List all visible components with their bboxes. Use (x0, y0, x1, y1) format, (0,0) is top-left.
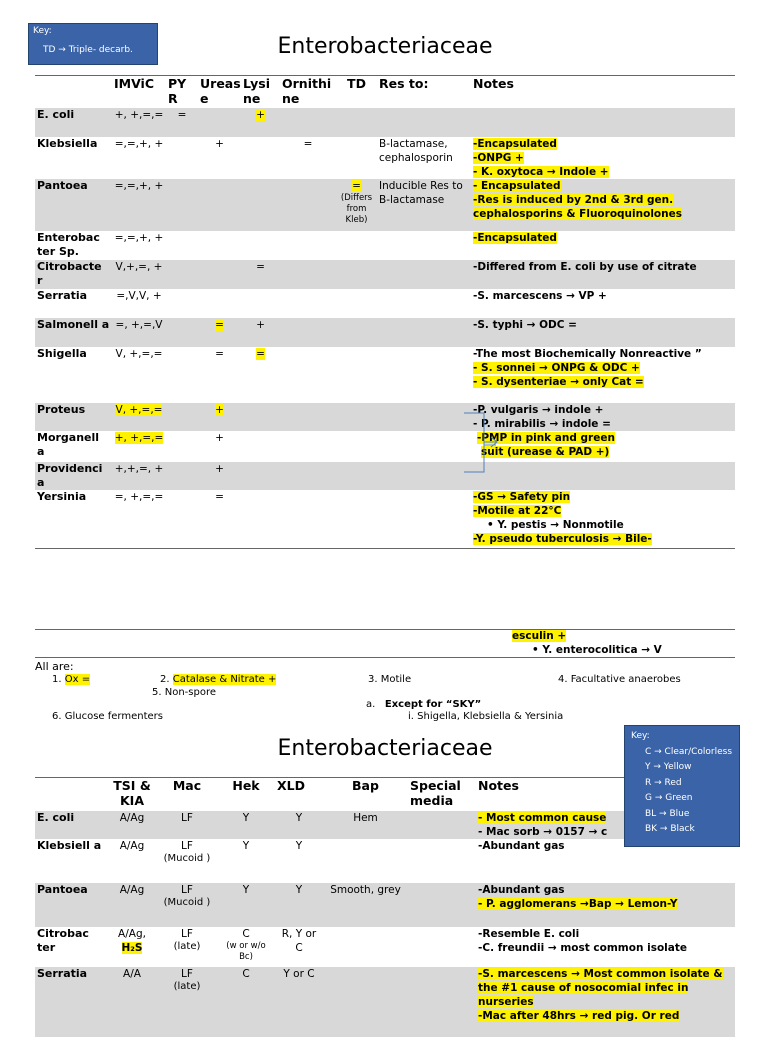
organism-name: Klebsiella (37, 137, 98, 150)
imvic-cell: V, +,=,= (115, 348, 163, 360)
header-pyr: PY R (168, 76, 187, 106)
note-line: -Abundant gas (478, 884, 565, 896)
note-line: -GS → Safety pin (473, 491, 571, 503)
res-cell: B-lactamase, cephalosporin (379, 138, 453, 164)
header-bap: Bap (352, 778, 379, 793)
key-line: BK → Black (645, 824, 695, 834)
urease-value: = (215, 319, 224, 331)
item-text: Catalase & Nitrate + (172, 674, 277, 685)
notes-cell (471, 490, 735, 550)
table-row (35, 137, 735, 179)
header-imvic: IMViC (114, 76, 155, 91)
item-number: a. (366, 699, 376, 710)
table-row (35, 403, 735, 431)
item-text: Except for “SKY” (384, 699, 482, 710)
ornithine-cell (280, 179, 336, 231)
urease-cell: = (215, 348, 224, 360)
note-line: suit (urease & PAD +) (481, 446, 610, 458)
mac-subtext: (Mucoid ) (163, 897, 211, 908)
tsi-cell (107, 927, 157, 967)
header-hek: Hek (232, 778, 260, 793)
header-blank (35, 76, 112, 108)
urease-value: + (215, 404, 224, 416)
mac-cell (157, 839, 217, 883)
note-line: -Encapsulated (473, 138, 557, 150)
hek-cell: C (217, 967, 275, 1037)
notes-cell (476, 883, 735, 927)
notes-cell (476, 967, 735, 1037)
urease-cell: + (198, 462, 241, 490)
notes-cell (471, 431, 735, 462)
note-line: -The most Biochemically Nonreactive ” (473, 348, 702, 360)
urease-cell: + (215, 432, 224, 444)
table-row (35, 462, 735, 490)
note-line: -Y. pseudo tuberculosis → Bile- (473, 533, 652, 545)
note-line: -Mac after 48hrs → red pig. Or red (478, 1010, 680, 1022)
notes-cell: -Abundant gas (478, 840, 565, 852)
table-row (35, 318, 735, 347)
mac-subtext: (late) (173, 981, 201, 992)
imvic-cell: +,+,=, + (112, 462, 166, 490)
organism-name: Morganell a (37, 431, 100, 458)
note-line: - Encapsulated (473, 180, 561, 192)
page-title: Enterobacteriaceae (277, 34, 493, 59)
notes-cell (471, 179, 735, 231)
imvic-value: +, +,=,= (114, 432, 164, 444)
organism-name: E. coli (35, 108, 112, 137)
notes-cell: -S. marcescens → VP + (473, 290, 607, 302)
tsi-cell: A/Ag (107, 811, 157, 839)
key-line: G → Green (645, 793, 693, 803)
ornithine-cell (280, 108, 336, 137)
lysine-value: + (256, 109, 265, 121)
xld-cell: Y (275, 883, 323, 927)
tsi-cell: A/A (107, 967, 157, 1037)
note-line: -Encapsulated (473, 232, 557, 244)
urease-cell: = (215, 491, 224, 503)
note-line: - K. oxytoca → Indole + (473, 166, 609, 178)
urease-cell (198, 108, 241, 137)
header-urease: Ureas e (200, 76, 241, 106)
organism-name: E. coli (35, 811, 107, 839)
imvic-value: V, +,=,= (115, 404, 163, 416)
tsi-h2s: H₂S (121, 942, 143, 954)
note-line: -Res is induced by 2nd & 3rd gen. cephalosporins & Fluoroquinolones (473, 194, 682, 220)
xld-cell: Y (275, 811, 323, 839)
key-line: TD → Triple- decarb. (43, 45, 133, 55)
key-line: BL → Blue (645, 808, 690, 819)
note-line: -S. marcescens → Most common isolate & the #1 cause of nosocomial infec in nurseries (478, 968, 723, 1008)
all-are-label: All are: (35, 660, 74, 673)
hek-cell (217, 927, 275, 967)
all-are-item-2 (160, 674, 276, 685)
table-row (35, 927, 735, 967)
all-are-item-5: 5. Non-spore (152, 687, 216, 698)
header-tsi: TSI & KIA (113, 778, 151, 808)
header-td: TD (347, 76, 366, 91)
color-key-box (624, 725, 740, 847)
mac-subtext: (Mucoid ) (163, 853, 211, 864)
td-subtext: (Differs from Kleb) (340, 193, 373, 225)
lysine-cell (241, 137, 280, 179)
organism-name: Providenci a (35, 462, 112, 490)
all-are-item-3: 3. Motile (368, 674, 412, 685)
hek-cell: Y (217, 883, 275, 927)
note-line: - S. sonnei → ONPG & ODC + (473, 362, 640, 374)
all-are-item-1 (52, 674, 90, 685)
imvic-cell: =,=,+, + (112, 179, 166, 231)
imvic-cell (112, 403, 166, 431)
notes-cell (471, 108, 735, 137)
urease-cell (198, 318, 241, 347)
item-text: Ox = (64, 674, 91, 685)
imvic-cell: V,+,=, + (112, 260, 166, 289)
header-special: Special media (410, 778, 461, 808)
bracket-arrow-icon (462, 412, 502, 474)
header-notes: Notes (478, 778, 519, 793)
lysine-value: = (256, 348, 265, 360)
key-line: C → Clear/Colorless (645, 746, 733, 757)
key-box (28, 23, 158, 65)
imvic-cell: =,=,+, + (114, 232, 164, 244)
lysine-cell (241, 108, 280, 137)
res-cell: Inducible Res to B-lactamase (377, 179, 471, 231)
lysine-cell: + (241, 318, 280, 347)
table-end-rule (35, 657, 735, 658)
key-line: R → Red (645, 777, 682, 788)
note-line: -PMP in pink and green (477, 432, 615, 444)
table-row (35, 108, 735, 137)
organism-name: Citrobac ter (37, 927, 89, 954)
mac-value: LF (181, 840, 193, 852)
imvic-cell (112, 431, 166, 462)
bap-cell: Hem (323, 811, 408, 839)
bap-cell: Smooth, grey (323, 883, 408, 927)
organism-name: Proteus (35, 403, 112, 431)
note-line: - P. agglomerans →Bap → Lemon-Y (478, 898, 678, 910)
imvic-cell: =,V,V, + (116, 290, 162, 302)
organism-name: Serratia (37, 289, 88, 302)
table-row (35, 231, 735, 260)
mac-cell (157, 883, 217, 927)
note-line: - P. mirabilis → indole = (473, 418, 611, 430)
lysine-cell (241, 179, 280, 231)
imvic-cell: =,=,+, + (114, 138, 164, 150)
notes-cell (471, 231, 735, 260)
item-number: 2. (160, 674, 173, 685)
all-are-item-6: 6. Glucose fermenters (52, 711, 163, 722)
td-cell (336, 108, 377, 137)
note-line: • Y. pestis → Nonmotile (487, 519, 624, 531)
organism-name: Enterobac ter Sp. (37, 231, 100, 258)
tsi-cell: A/Ag (119, 840, 145, 852)
organism-name: Pantoea (35, 179, 112, 231)
notes-cell (471, 347, 735, 403)
imvic-cell: +, +,=,= (112, 108, 166, 137)
lysine-cell (241, 347, 280, 403)
pyr-cell (166, 179, 198, 231)
note-line: - Most common cause (478, 812, 607, 824)
all-are-item-4: 4. Facultative anaerobes (558, 674, 681, 685)
all-are-subitem-a (366, 699, 481, 710)
organism-name: Pantoea (35, 883, 107, 927)
tsi-cell: A/Ag (107, 883, 157, 927)
ornithine-cell: = (303, 138, 313, 150)
organism-name: Klebsiell a (37, 839, 102, 852)
table-row (35, 967, 735, 1037)
key-title: Key: (631, 731, 650, 741)
header-lysine: Lysi ne (243, 76, 270, 106)
note-line: -C. freundii → most common isolate (478, 942, 687, 954)
table-row (35, 179, 735, 231)
hek-subtext: (w or w/o Bc) (226, 941, 266, 962)
note-line: esculin + (512, 630, 567, 642)
mac-value: LF (181, 968, 193, 980)
organism-name: Salmonell a (35, 318, 112, 347)
continued-notes (512, 629, 662, 657)
table-row (35, 289, 735, 318)
res-cell (377, 108, 471, 137)
note-line: • Y. enterocolitica → V (532, 644, 662, 656)
organism-name: Serratia (35, 967, 107, 1037)
header-ornithine: Ornithi ne (282, 76, 332, 106)
note-line: -Motile at 22°C (473, 505, 562, 517)
biochem-table (35, 76, 735, 550)
urease-cell: + (215, 138, 224, 150)
mac-subtext: (late) (173, 941, 201, 952)
hek-cell: Y (217, 811, 275, 839)
key-line: Y → Yellow (645, 762, 692, 772)
mac-cell (157, 967, 217, 1037)
urease-cell (198, 179, 241, 231)
table-bottom-rule (35, 548, 735, 549)
notes-cell: -Differed from E. coli by use of citrate (471, 260, 735, 289)
key-title: Key: (33, 26, 52, 36)
table-row (35, 431, 735, 462)
xld-cell: Y (295, 840, 303, 852)
header-res: Res to: (379, 76, 429, 91)
mac-cell: LF (157, 811, 217, 839)
notes-cell (476, 927, 735, 967)
note-line: -Resemble E. coli (478, 928, 580, 940)
note-line: - S. dysenteriae → only Cat = (473, 376, 644, 388)
organism-name: Yersinia (37, 490, 87, 503)
table-row (35, 490, 735, 550)
xld-cell: Y or C (275, 967, 323, 1037)
pyr-cell (166, 137, 198, 179)
pyr-cell: = (166, 108, 198, 137)
xld-cell: R, Y or C (281, 928, 317, 954)
td-value: = (352, 180, 361, 192)
mac-value: LF (181, 884, 193, 896)
header-notes: Notes (473, 76, 514, 91)
page-title-2: Enterobacteriaceae (277, 736, 493, 761)
urease-cell (198, 403, 241, 431)
table-row (35, 260, 735, 289)
notes-cell: -S. typhi → ODC = (471, 318, 735, 347)
td-cell (336, 179, 377, 231)
mac-value: LF (181, 928, 193, 940)
header-blank (35, 778, 107, 811)
table-row (35, 347, 735, 403)
hek-value: C (242, 928, 250, 940)
table-row (35, 883, 735, 927)
organism-name: Shigella (37, 347, 87, 360)
notes-cell (471, 403, 735, 431)
hek-cell: Y (242, 840, 250, 852)
header-mac: Mac (172, 778, 202, 793)
notes-cell (471, 137, 735, 179)
note-line: - Mac sorb → 0157 → c (478, 826, 608, 838)
note-line: -ONPG + (473, 152, 524, 164)
header-xld: XLD (277, 778, 305, 793)
lysine-cell: = (241, 260, 280, 289)
item-number: 1. (52, 674, 65, 685)
all-are-subitem-i: i. Shigella, Klebsiella & Yersinia (408, 711, 564, 722)
mac-cell (157, 927, 217, 967)
tsi-value: A/Ag, (118, 928, 146, 940)
note-line: -P. vulgaris → indole + (473, 404, 604, 416)
organism-name: Citrobacte r (35, 260, 112, 289)
td-cell (336, 137, 377, 179)
imvic-cell: =, +,=,V (112, 318, 166, 347)
imvic-cell: =, +,=,= (114, 491, 164, 503)
